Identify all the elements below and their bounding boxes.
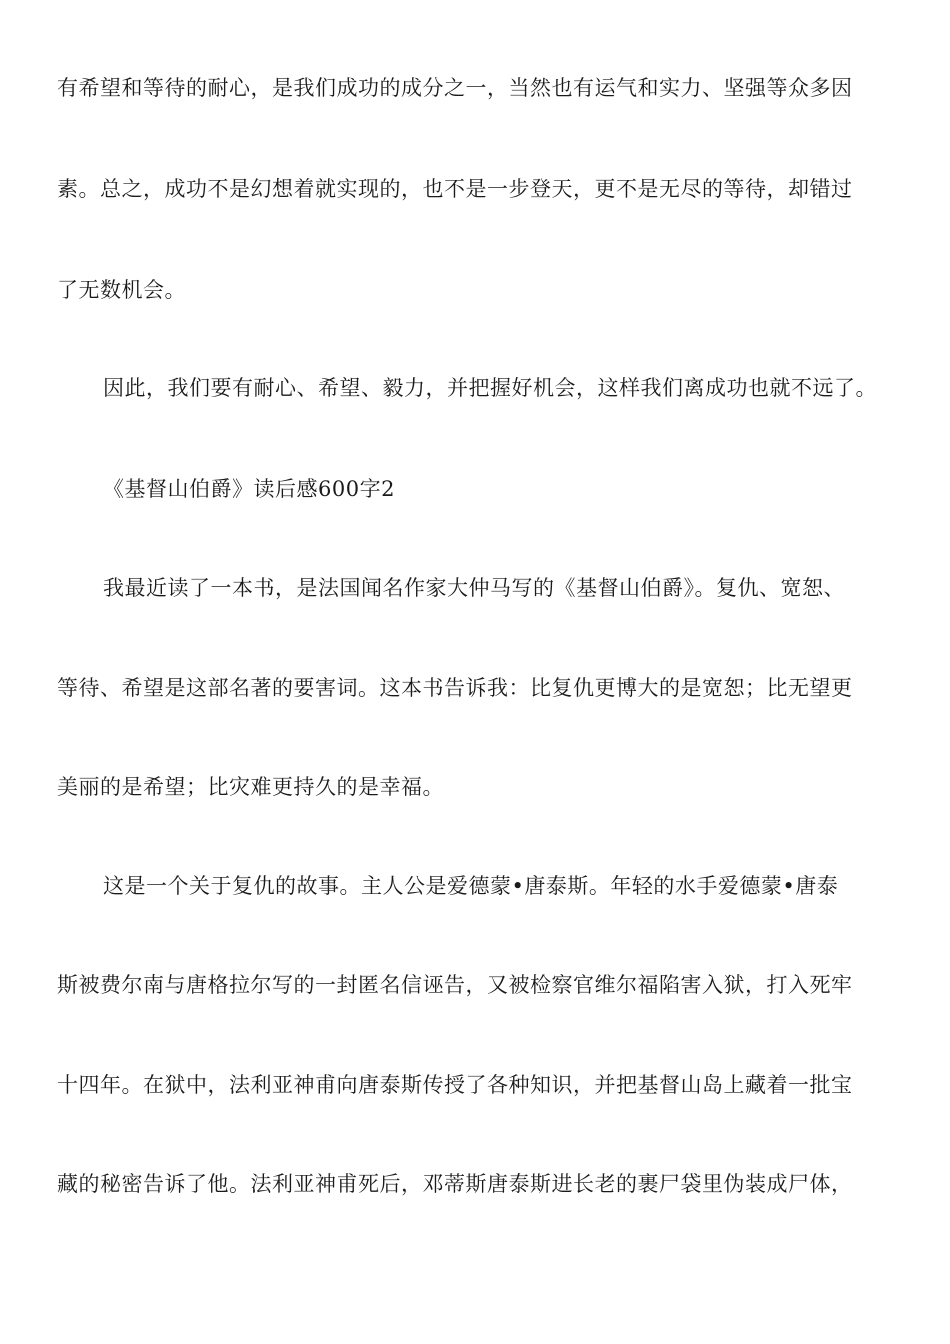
paragraph-line: 素。总之，成功不是幻想着就实现的，也不是一步登天，更不是无尽的等待，却错过	[57, 177, 853, 201]
section-heading: 《基督山伯爵》读后感600字2	[103, 477, 395, 501]
paragraph-line: 有希望和等待的耐心，是我们成功的成分之一，当然也有运气和实力、坚强等众多因	[57, 76, 853, 100]
paragraph-line: 斯被费尔南与唐格拉尔写的一封匿名信诬告，又被检察官维尔福陷害入狱，打入死牢	[57, 973, 853, 997]
paragraph-line: 美丽的是希望；比灾难更持久的是幸福。	[57, 775, 444, 799]
paragraph-line: 这是一个关于复仇的故事。主人公是爱德蒙•唐泰斯。年轻的水手爱德蒙•唐泰	[103, 874, 839, 898]
paragraph-line: 等待、希望是这部名著的要害词。这本书告诉我：比复仇更博大的是宽恕；比无望更	[57, 676, 853, 700]
paragraph-line: 因此，我们要有耐心、希望、毅力，并把握好机会，这样我们离成功也就不远了。	[103, 376, 877, 400]
paragraph-line: 我最近读了一本书，是法国闻名作家大仲马写的《基督山伯爵》。复仇、宽恕、	[103, 576, 845, 600]
paragraph-line: 了无数机会。	[57, 278, 186, 302]
paragraph-line: 十四年。在狱中，法利亚神甫向唐泰斯传授了各种知识，并把基督山岛上藏着一批宝	[57, 1073, 853, 1097]
paragraph-line: 藏的秘密告诉了他。法利亚神甫死后，邓蒂斯唐泰斯进长老的裹尸袋里伪装成尸体，	[57, 1172, 853, 1196]
